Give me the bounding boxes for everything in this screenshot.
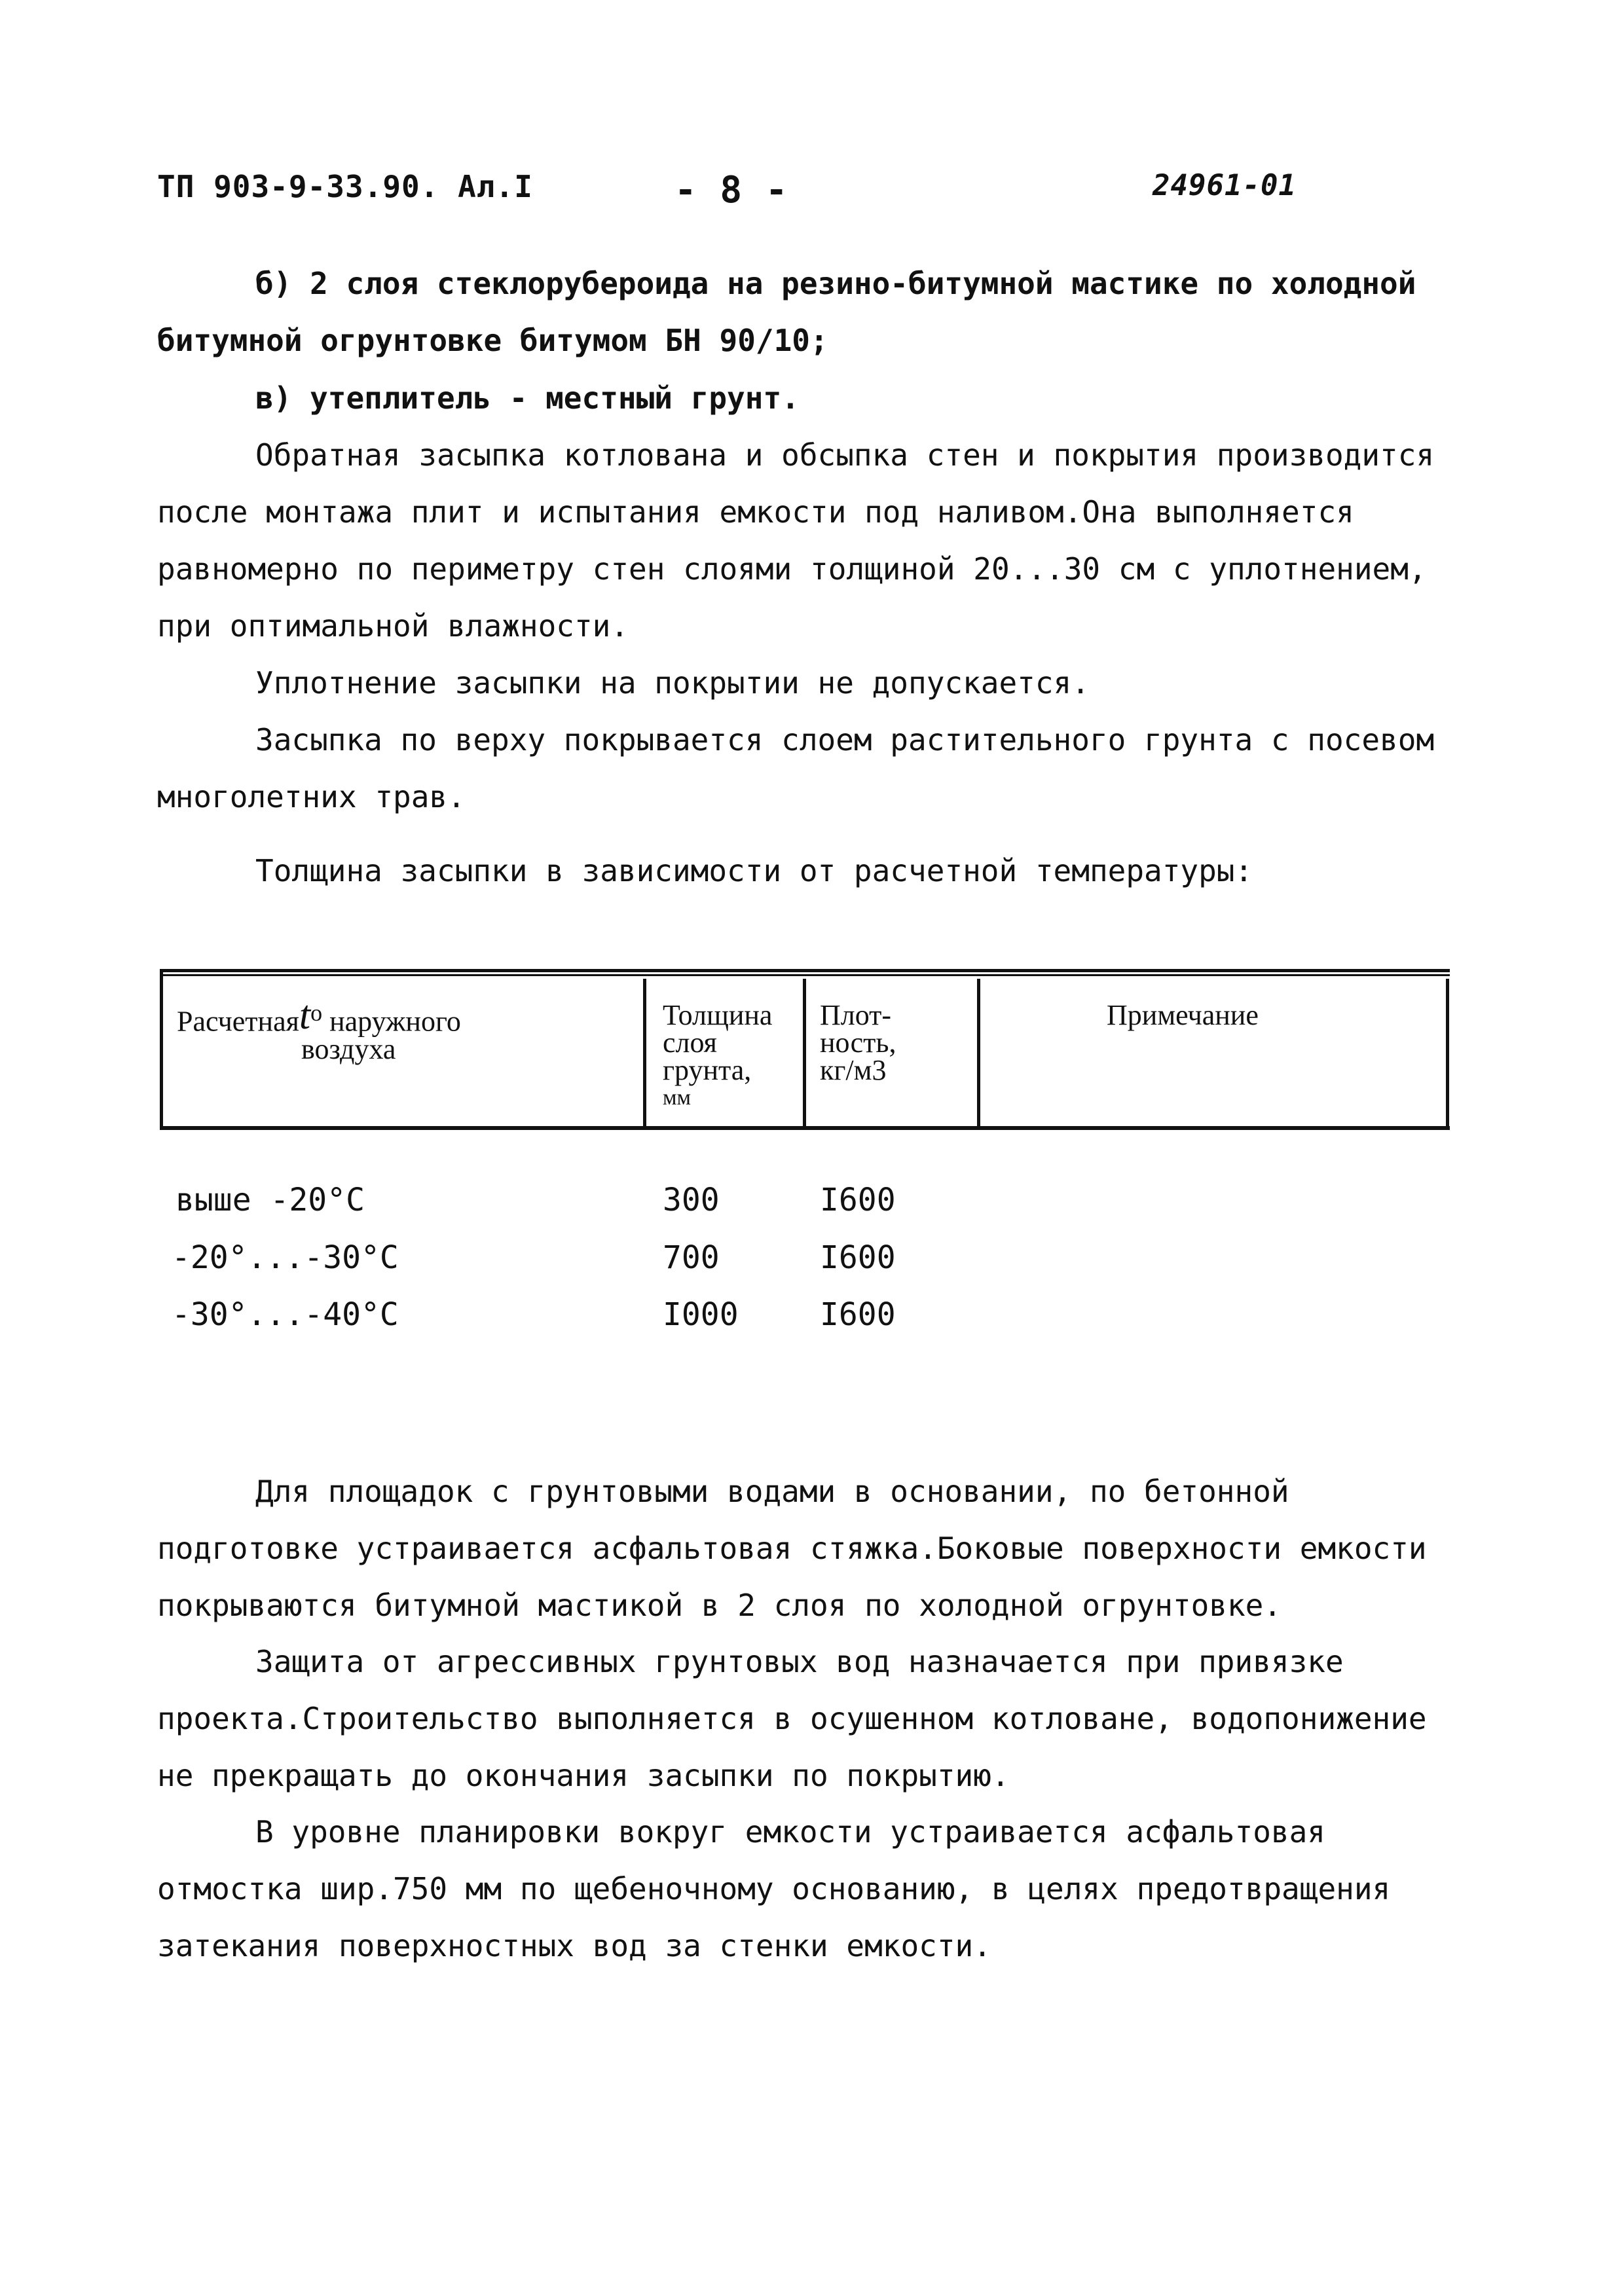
header-temperature: Расчетнаяt$^о$ наружного воздуха bbox=[177, 993, 461, 1065]
row-3-density: I600 bbox=[820, 1296, 896, 1333]
paragraph-layer-v: в) утеплитель - местный грунт. bbox=[255, 380, 800, 416]
paragraph-backfill: Обратная засыпка котлована и обсыпка стен и покрытия производится после монтажа плит и испытания емкости под наливом.Она выполняется равномерно по периметру стен слоями толщиной 20...30 см с уплотнением, при оптимальной влажности. bbox=[157, 437, 1435, 644]
table-caption: Толщина засыпки в зависимости от расчетной температуры: bbox=[255, 853, 1253, 888]
document-code: ТП 903-9-33.90. Ал.I bbox=[157, 169, 533, 204]
paragraph-protection: Защита от агрессивных грунтовых вод назначается при привязке проекта.Строительство выполняется в осушенном котловане, водопонижение не прекращать до окончания засыпки по покрытию. bbox=[157, 1644, 1427, 1793]
page-number: - 8 - bbox=[674, 169, 788, 211]
row-1-density: I600 bbox=[820, 1182, 896, 1218]
table-border-right bbox=[1446, 979, 1449, 1128]
paragraph-groundwater: Для площадок с грунтовыми водами в основании, по бетонной подготовке устраивается асфальтовая стяжка.Боковые поверхности емкости покрываются битумной мастикой в 2 слоя по холодной огрунтовке. bbox=[157, 1474, 1427, 1623]
table-col-divider-3 bbox=[977, 979, 980, 1128]
paragraph-compaction: Уплотнение засыпки на покрытии не допускается. bbox=[255, 665, 1090, 701]
paragraph-topsoil: Засыпка по верху покрывается слоем растительного грунта с посевом многолетних трав. bbox=[157, 722, 1435, 814]
table-top-rule bbox=[160, 969, 1450, 972]
table-col-divider-2 bbox=[803, 979, 806, 1128]
paragraph-layer-b: б) 2 слоя стеклорубероида на резино-битумной мастике по холодной битумной огрунтовке битумом БН 90/10; bbox=[157, 266, 1416, 358]
header-thickness: Толщина слоя грунта, мм bbox=[663, 999, 773, 1110]
table-col-divider-1 bbox=[643, 979, 646, 1128]
row-1-thickness: 300 bbox=[663, 1182, 720, 1218]
table-top-rule-inner bbox=[160, 974, 1450, 976]
inventory-number: 24961-01 bbox=[1153, 169, 1297, 202]
row-2-temperature: -20°...-30°С bbox=[172, 1239, 399, 1276]
row-2-density: I600 bbox=[820, 1239, 896, 1276]
row-1-temperature: выше -20°С bbox=[175, 1182, 365, 1218]
row-2-thickness: 700 bbox=[663, 1239, 720, 1276]
header-density: Плот- ность, кг/м3 bbox=[820, 999, 896, 1086]
t-symbol: t bbox=[299, 993, 311, 1038]
header-note: Примечание bbox=[1107, 999, 1259, 1031]
paragraph-blind-area: В уровне планировки вокруг емкости устраивается асфальтовая отмостка шир.750 мм по щебеночному основанию, в целях предотвращения затекания поверхностных вод за стенки емкости. bbox=[157, 1814, 1391, 1963]
row-3-temperature: -30°...-40°С bbox=[172, 1296, 399, 1333]
row-3-thickness: I000 bbox=[663, 1296, 739, 1333]
table-border-left bbox=[160, 972, 163, 1128]
